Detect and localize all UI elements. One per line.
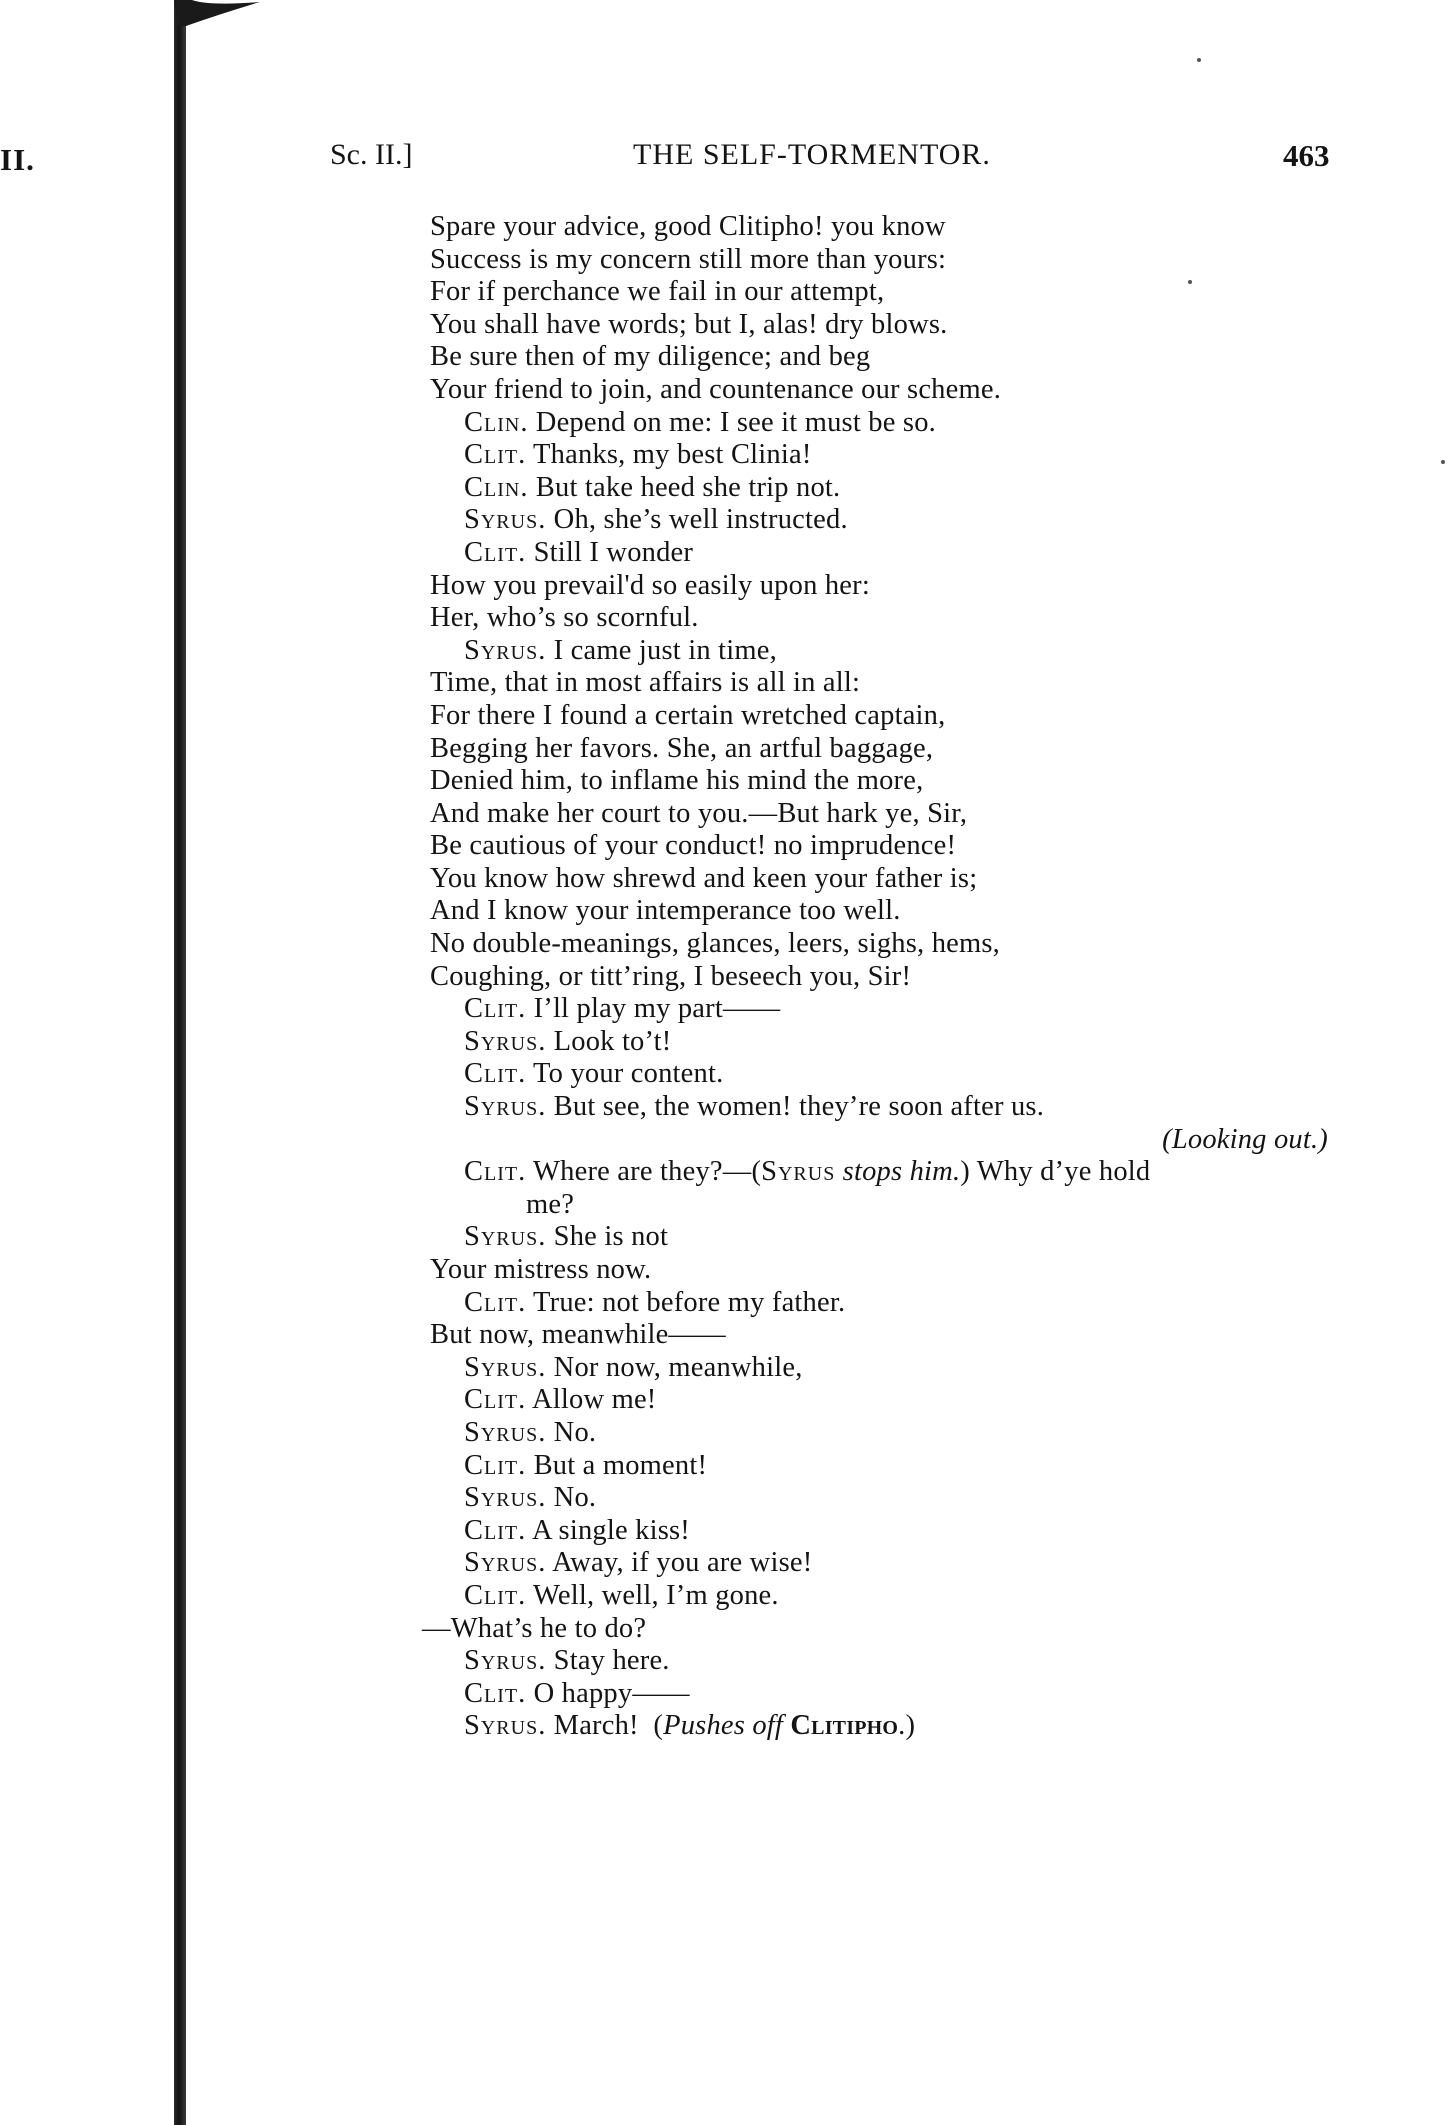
stage-direction: (Looking out.) [1162, 1123, 1328, 1155]
speaker-name: Clit. [464, 993, 527, 1025]
speaker-name: Syrus. [464, 1547, 547, 1579]
dialogue-line: Syrus. Nor now, meanwhile, [464, 1351, 803, 1383]
dialogue-line: Clit. O happy—— [464, 1677, 690, 1709]
verse-line: Denied him, to inflame his mind the more, [430, 765, 924, 797]
speaker-name: Syrus. [464, 1416, 547, 1448]
speaker-name: Clit. [464, 1514, 527, 1546]
verse-line: Your mistress now. [430, 1254, 652, 1285]
page-number: 463 [1283, 138, 1330, 173]
dialogue-line: Clit. Well, well, I’m gone. [464, 1579, 779, 1611]
verse-line: Your friend to join, and countenance our scheme. [430, 373, 1002, 405]
play-text [422, 211, 1350, 1743]
speaker-name: Syrus. [464, 634, 547, 666]
dialogue-line: Clit. Thanks, my best Clinia! [464, 439, 812, 471]
speaker-name: Clit. [464, 1286, 527, 1318]
verse-line: —What’s he to do? [422, 1612, 647, 1644]
verse-line: How you prevail'd so easily upon her: [430, 569, 870, 601]
dialogue-line: Syrus. No. [464, 1482, 597, 1514]
verse-line: Her, who’s so scornful. [430, 602, 699, 634]
verse-line: You shall have words; but I, alas! dry blows. [430, 308, 948, 340]
dialogue-line: Syrus. Away, if you are wise! [464, 1547, 813, 1579]
speaker-name: Clit. [464, 1384, 527, 1416]
stage-direction-inline: stops him. [842, 1156, 961, 1188]
speaker-name: Clit. [464, 1579, 527, 1611]
dialogue-line: Clit. A single kiss! [464, 1514, 690, 1546]
verse-line: And make her court to you.—But hark ye, Sir, [430, 797, 968, 829]
dialogue-line: Syrus. Look to’t! [464, 1025, 672, 1057]
speaker-name-inline: Syrus [761, 1156, 836, 1188]
verse-line: No double-meanings, glances, leers, sighs, hems, [430, 928, 1000, 960]
speaker-name: Clit. [464, 1677, 527, 1709]
gutter-flourish [150, 0, 270, 26]
dialogue-line: Syrus. She is not [464, 1221, 669, 1253]
speaker-name: Syrus. [464, 1482, 547, 1514]
speaker-name: Clit. [464, 1449, 527, 1481]
speaker-name: Syrus. [464, 1025, 547, 1057]
speaker-name: Syrus. [464, 504, 547, 536]
dialogue-line: Syrus. I came just in time, [464, 634, 777, 666]
speaker-name: Syrus. [464, 1645, 547, 1677]
speaker-name: Syrus. [464, 1351, 547, 1383]
speaker-name: Clin. [464, 471, 529, 503]
page-speck [1197, 58, 1201, 62]
speaker-name: Clit. [464, 1156, 527, 1188]
verse-line: Success is my concern still more than yours: [430, 243, 947, 275]
dialogue-continuation: me? [526, 1188, 575, 1220]
verse-line: For there I found a certain wretched captain, [430, 699, 946, 731]
speaker-name: Syrus. [464, 1221, 547, 1253]
verse-line: You know how shrewd and keen your father is; [430, 862, 978, 894]
speaker-name: Syrus. [464, 1091, 547, 1123]
dialogue-line: Syrus. No. [464, 1416, 597, 1448]
dialogue-line: Clit. Where are they?—(Syrus stops him.) Why d’ye hold [464, 1156, 1151, 1188]
speaker-name-inline: Clitipho [790, 1710, 899, 1742]
verse-line: Coughing, or titt’ring, I beseech you, Sir! [430, 960, 912, 992]
speaker-name: Clit. [464, 536, 527, 568]
stage-direction-inline: Pushes off [663, 1710, 784, 1742]
page-title: THE SELF-TORMENTOR. [633, 138, 991, 171]
dialogue-line: Clin. Depend on me: I see it must be so. [464, 406, 936, 438]
dialogue-line: Clit. Allow me! [464, 1384, 657, 1416]
dialogue-line: Clit. True: not before my father. [464, 1286, 846, 1318]
book-gutter [174, 0, 186, 2125]
verse-line: Be sure then of my diligence; and beg [430, 341, 871, 373]
verse-line: Spare your advice, good Clitipho! you know [430, 211, 946, 242]
scene-label: Sc. II.] [330, 138, 413, 171]
verse-line: But now, meanwhile—— [430, 1319, 726, 1351]
dialogue-line: Clit. To your content. [464, 1058, 724, 1090]
speaker-name: Clin. [464, 406, 529, 438]
verse-line: Time, that in most affairs is all in all: [430, 667, 861, 699]
verse-line: For if perchance we fail in our attempt, [430, 276, 885, 308]
dialogue-line: Clit. But a moment! [464, 1449, 708, 1481]
margin-act-mark: II. [0, 142, 35, 177]
dialogue-line: Syrus. Oh, she’s well instructed. [464, 504, 848, 536]
page-speck [1441, 460, 1445, 464]
dialogue-line: Clit. Still I wonder [464, 536, 694, 568]
speaker-name: Clit. [464, 1058, 527, 1090]
dialogue-line: Syrus. March! (Pushes off Clitipho.) [464, 1710, 916, 1742]
verse-line: And I know your intemperance too well. [430, 895, 901, 927]
dialogue-line: Syrus. But see, the women! they’re soon after us. [464, 1091, 1045, 1123]
verse-line: Be cautious of your conduct! no imprudence! [430, 830, 957, 862]
speaker-name: Clit. [464, 439, 527, 471]
dialogue-line: Clin. But take heed she trip not. [464, 471, 841, 503]
speaker-name: Syrus. [464, 1710, 547, 1742]
verse-line: Begging her favors. She, an artful baggage, [430, 732, 934, 764]
dialogue-line: Syrus. Stay here. [464, 1645, 670, 1677]
dialogue-line: Clit. I’ll play my part—— [464, 993, 781, 1025]
